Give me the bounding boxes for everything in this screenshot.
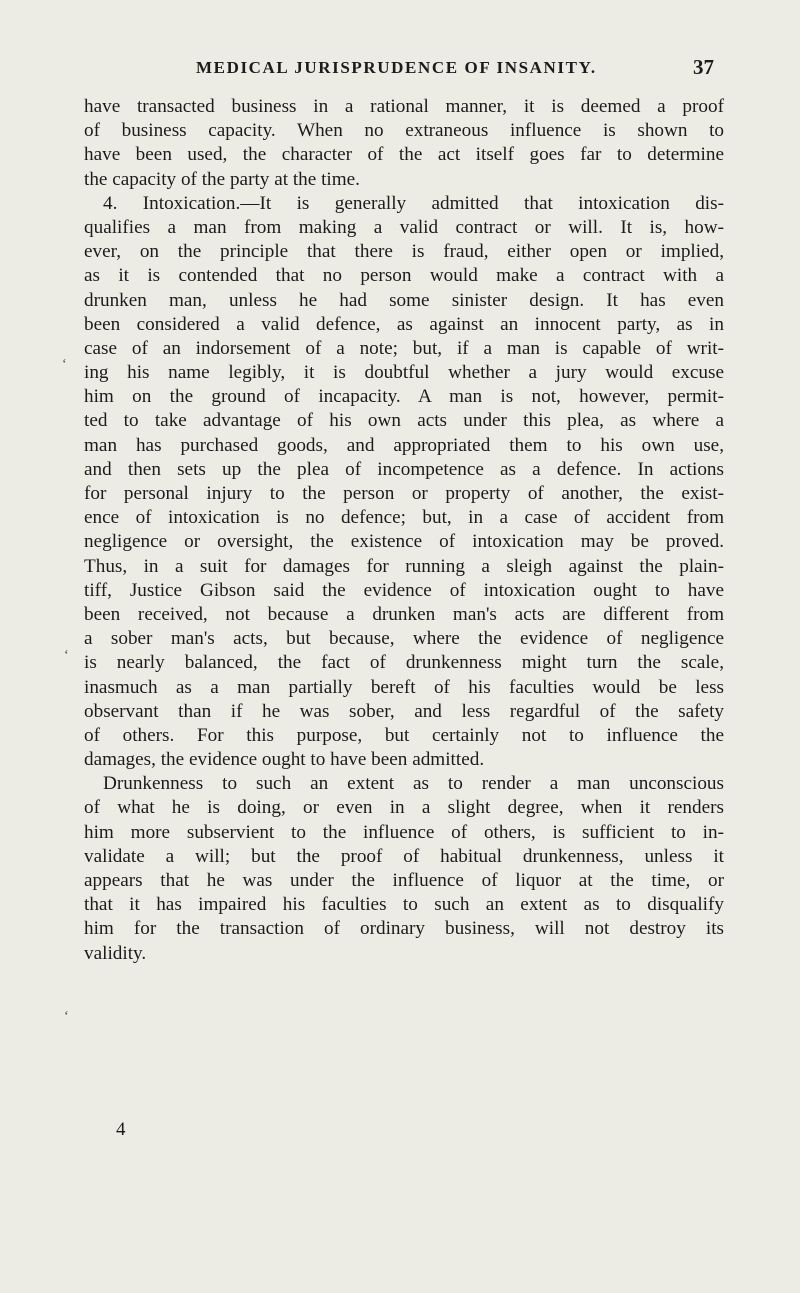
running-title: MEDICAL JURISPRUDENCE OF INSANITY. — [196, 58, 597, 77]
text-line: tiff, Justice Gibson said the evidence of intoxication ought to have — [84, 579, 724, 601]
text-line: qualifies a man from making a valid contract or will. It is, how- — [84, 216, 724, 238]
margin-speck-mark: ʻ — [62, 357, 67, 372]
text-line: observant than if he was sober, and less regardful of the safety — [84, 700, 724, 722]
text-line: have been used, the character of the act itself goes far to determine — [84, 144, 724, 166]
signature-mark: 4 — [116, 1119, 126, 1140]
text-line: is nearly balanced, the fact of drunkenness might turn the scale, — [84, 652, 724, 674]
text-line: ing his name legibly, it is doubtful whether a jury would excuse — [84, 362, 724, 384]
paragraph-start-line: Drunkenness to such an extent as to render a man unconscious — [103, 773, 724, 795]
text-line: that it has impaired his faculties to such an extent as to disqualify — [84, 894, 724, 916]
page-number: 37 — [693, 55, 714, 79]
text-line: have transacted business in a rational manner, it is deemed a proof — [84, 96, 724, 117]
text-line: him more subservient to the influence of others, is sufficient to in- — [84, 821, 724, 843]
text-line: him for the transaction of ordinary business, will not destroy its — [84, 918, 724, 940]
text-line: ence of intoxication is no defence; but, in a case of accident from — [84, 507, 724, 529]
text-line: negligence or oversight, the existence of intoxication may be proved. — [84, 531, 724, 553]
text-line: for personal injury to the person or property of another, the exist- — [84, 483, 724, 504]
text-line: validity. — [84, 942, 147, 964]
text-line: been considered a valid defence, as against an innocent party, as in — [84, 313, 724, 335]
text-line: of what he is doing, or even in a slight degree, when it renders — [84, 797, 724, 819]
text-line: been received, not because a drunken man's acts are different from — [84, 603, 724, 625]
text-line: of others. For this purpose, but certainly not to influence the — [84, 724, 724, 746]
text-line: the capacity of the party at the time. — [84, 168, 360, 190]
text-line: ted to take advantage of his own acts under this plea, as where a — [84, 410, 724, 432]
text-line: Thus, in a suit for damages for running a sleigh against the plain- — [84, 555, 724, 577]
text-line: inasmuch as a man partially bereft of his faculties would be less — [84, 676, 724, 698]
text-line: drunken man, unless he had some sinister design. It has even — [84, 289, 724, 311]
text-line: damages, the evidence ought to have been admitted. — [84, 749, 485, 771]
text-line: validate a will; but the proof of habitual drunkenness, unless it — [84, 845, 724, 867]
margin-speck-mark: ʻ — [64, 1009, 69, 1024]
text-line: and then sets up the plea of incompetence as a defence. In actions — [84, 458, 724, 480]
text-line: him on the ground of incapacity. A man is not, however, permit- — [84, 386, 724, 408]
text-line: a sober man's acts, but because, where the evidence of negligence — [84, 628, 724, 650]
text-line: appears that he was under the influence of liquor at the time, or — [84, 870, 724, 891]
text-line: case of an indorsement of a note; but, if a man is capable of writ- — [84, 337, 724, 359]
text-line: as it is contended that no person would make a contract with a — [84, 265, 724, 287]
body-text — [84, 95, 724, 966]
text-line: of business capacity. When no extraneous influence is shown to — [84, 120, 724, 142]
margin-speck-mark: ʻ — [64, 648, 69, 663]
text-line: ever, on the principle that there is fraud, either open or implied, — [84, 241, 724, 263]
section-heading-line: 4. Intoxication.—It is generally admitted that intoxication dis- — [103, 192, 724, 214]
text-line: man has purchased goods, and appropriated them to his own use, — [84, 434, 724, 456]
